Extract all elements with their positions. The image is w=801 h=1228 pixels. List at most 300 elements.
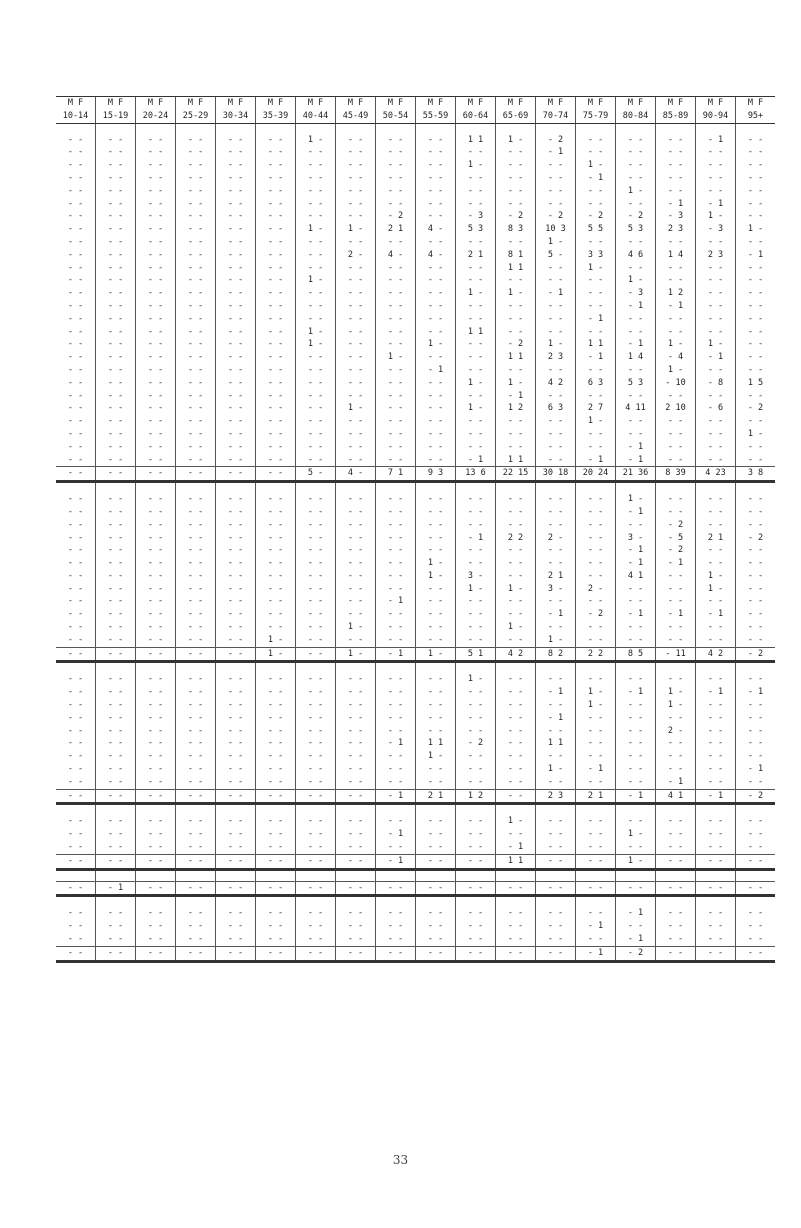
data-cell: - - <box>496 172 536 185</box>
data-cell: - 2 <box>736 402 776 415</box>
data-cell: - - <box>176 454 216 467</box>
spacer-cell <box>56 482 96 494</box>
data-cell: 1 - <box>456 377 496 390</box>
data-cell: - - <box>216 828 256 841</box>
data-cell: - - <box>376 712 416 725</box>
age-group-header: 85-89 <box>656 110 696 123</box>
data-cell: - - <box>216 493 256 506</box>
data-cell: - - <box>256 134 296 147</box>
data-cell: 1 1 <box>416 737 456 750</box>
data-cell: - - <box>136 249 176 262</box>
total-cell: 8 39 <box>656 467 696 482</box>
spacer-cell <box>576 123 616 134</box>
data-cell: - - <box>67 236 84 247</box>
data-cell: - - <box>696 506 736 519</box>
data-cell: - - <box>296 699 336 712</box>
data-cell: 1 - <box>576 415 616 428</box>
data-cell: - - <box>696 274 736 287</box>
data-cell: - - <box>216 725 256 738</box>
data-cell: - - <box>416 595 456 608</box>
data-cell: - - <box>256 621 296 634</box>
data-cell: 1 - <box>496 583 536 596</box>
data-cell: - - <box>176 326 216 339</box>
data-cell: - - <box>336 907 376 920</box>
data-cell: - - <box>256 725 296 738</box>
data-cell: - - <box>496 326 536 339</box>
data-cell: - - <box>256 737 296 750</box>
data-cell: - - <box>496 750 536 763</box>
total-cell: - - <box>256 854 296 869</box>
spacer-cell <box>736 482 776 494</box>
table-row <box>56 557 775 570</box>
data-cell: - - <box>656 570 696 583</box>
total-cell: - - <box>216 467 256 482</box>
data-cell: - - <box>416 686 456 699</box>
table-row <box>56 815 775 828</box>
data-cell: - - <box>416 776 456 789</box>
data-cell: - - <box>176 377 216 390</box>
data-cell: - - <box>376 544 416 557</box>
table-row <box>56 634 775 647</box>
data-cell: - - <box>376 236 416 249</box>
data-cell: - - <box>616 920 656 933</box>
age-group-header: 50-54 <box>376 110 416 123</box>
data-cell: - - <box>336 634 376 647</box>
data-cell: - - <box>416 441 456 454</box>
data-cell: - - <box>576 737 616 750</box>
data-cell: - - <box>67 738 84 749</box>
data-cell: - - <box>656 428 696 441</box>
table-row <box>56 134 775 147</box>
data-cell: - - <box>696 236 736 249</box>
data-cell: - - <box>376 364 416 377</box>
data-cell: - - <box>96 415 136 428</box>
spacer-cell <box>696 482 736 494</box>
data-cell: - - <box>216 544 256 557</box>
data-cell: - 10 <box>656 377 696 390</box>
data-cell: - - <box>696 172 736 185</box>
spacer-cell <box>336 662 376 674</box>
total-cell: - - <box>616 881 656 896</box>
table-row <box>56 750 775 763</box>
data-cell: 4 6 <box>616 249 656 262</box>
total-cell: - - <box>296 854 336 869</box>
spacer-cell <box>136 869 176 881</box>
data-cell: 1 - <box>256 634 296 647</box>
data-cell: - - <box>216 595 256 608</box>
data-cell: - - <box>296 249 336 262</box>
data-cell: - - <box>67 288 84 299</box>
data-cell: - - <box>136 364 176 377</box>
data-cell: - - <box>176 313 216 326</box>
data-cell: - - <box>96 377 136 390</box>
data-cell: - - <box>67 776 84 787</box>
spacer-cell <box>216 896 256 908</box>
data-cell: - - <box>136 274 176 287</box>
data-cell: - - <box>456 146 496 159</box>
data-cell: - - <box>96 185 136 198</box>
data-cell: - - <box>67 185 84 196</box>
data-cell: - - <box>176 441 216 454</box>
total-cell: - 1 <box>576 946 616 961</box>
data-cell: - - <box>256 454 296 467</box>
data-cell: 5 3 <box>616 223 656 236</box>
table-row <box>56 287 775 300</box>
data-cell: - - <box>376 287 416 300</box>
total-cell: - - <box>336 881 376 896</box>
table-row <box>56 377 775 390</box>
data-cell: - 2 <box>616 210 656 223</box>
data-cell: 5 3 <box>616 377 656 390</box>
table-row <box>56 364 775 377</box>
spacer-cell <box>656 869 696 881</box>
data-cell: - - <box>176 415 216 428</box>
data-cell: - - <box>736 493 776 506</box>
sex-header-cell: M F <box>536 97 576 110</box>
data-cell: - 1 <box>416 364 456 377</box>
data-cell: - 1 <box>616 907 656 920</box>
data-cell: - - <box>136 712 176 725</box>
data-cell: - - <box>696 725 736 738</box>
data-cell: - - <box>416 146 456 159</box>
data-cell: - 2 <box>536 210 576 223</box>
data-cell: - - <box>296 236 336 249</box>
total-cell: - - <box>176 467 216 482</box>
data-cell: - - <box>336 415 376 428</box>
total-cell: - - <box>296 881 336 896</box>
data-cell: - - <box>736 933 776 946</box>
data-cell: - - <box>376 441 416 454</box>
data-cell: - - <box>496 159 536 172</box>
data-cell: - - <box>67 160 84 171</box>
data-cell: - - <box>416 712 456 725</box>
sex-header-cell: M F <box>696 97 736 110</box>
data-cell: 1 - <box>496 815 536 828</box>
spacer-cell <box>296 869 336 881</box>
data-cell: 1 - <box>456 287 496 300</box>
table-row <box>56 907 775 920</box>
data-cell: - - <box>536 428 576 441</box>
data-cell: - - <box>296 621 336 634</box>
data-cell: - - <box>256 313 296 326</box>
data-cell: 2 1 <box>696 532 736 545</box>
table-row <box>56 828 775 841</box>
data-cell: - - <box>136 146 176 159</box>
data-cell: - - <box>67 829 84 840</box>
data-cell: - - <box>136 763 176 776</box>
data-cell: - - <box>376 172 416 185</box>
data-cell: - - <box>696 159 736 172</box>
data-cell: - - <box>67 300 84 311</box>
spacer-cell <box>256 869 296 881</box>
data-cell: - 1 <box>736 686 776 699</box>
total-cell: - 2 <box>736 647 776 662</box>
data-cell: - - <box>67 842 84 853</box>
spacer-cell <box>736 869 776 881</box>
data-cell: - - <box>96 210 136 223</box>
data-cell: - 3 <box>456 210 496 223</box>
spacer-cell <box>136 662 176 674</box>
data-cell: - - <box>96 428 136 441</box>
data-cell: - - <box>336 428 376 441</box>
data-cell: - - <box>456 725 496 738</box>
data-cell: - - <box>496 920 536 933</box>
total-cell: - - <box>536 946 576 961</box>
data-cell: - 2 <box>376 210 416 223</box>
data-cell: 1 4 <box>656 249 696 262</box>
data-cell: - - <box>456 198 496 211</box>
data-cell: - - <box>176 402 216 415</box>
data-cell: - 1 <box>736 763 776 776</box>
age-group-header: 90-94 <box>696 110 736 123</box>
data-cell: - - <box>256 570 296 583</box>
data-cell: 2 1 <box>536 570 576 583</box>
data-cell: - - <box>696 557 736 570</box>
data-cell: - - <box>656 262 696 275</box>
data-cell: - 1 <box>616 506 656 519</box>
data-cell: - - <box>536 454 576 467</box>
data-cell: - - <box>136 815 176 828</box>
data-cell: - - <box>256 198 296 211</box>
data-cell: - - <box>256 223 296 236</box>
section-spacer <box>56 896 775 908</box>
sex-header-cell: M F <box>656 97 696 110</box>
data-cell: - - <box>456 172 496 185</box>
data-cell: - 1 <box>696 351 736 364</box>
data-cell: - - <box>216 608 256 621</box>
data-cell: - - <box>456 841 496 854</box>
data-cell: - - <box>376 725 416 738</box>
spacer-cell <box>736 123 776 134</box>
data-cell: - - <box>696 428 736 441</box>
sex-header-row <box>56 97 775 110</box>
spacer-cell <box>456 662 496 674</box>
data-cell: 1 - <box>536 634 576 647</box>
data-cell: - - <box>656 236 696 249</box>
spacer-cell <box>296 662 336 674</box>
total-cell: 22 15 <box>496 467 536 482</box>
data-cell: - - <box>256 338 296 351</box>
data-cell: 1 - <box>456 583 496 596</box>
spacer-cell <box>616 896 656 908</box>
data-cell: - - <box>496 415 536 428</box>
data-cell: - - <box>376 146 416 159</box>
data-cell: - - <box>176 815 216 828</box>
total-cell: - - <box>696 946 736 961</box>
data-cell: - - <box>67 275 84 286</box>
data-cell: - - <box>656 712 696 725</box>
data-cell: - - <box>496 274 536 287</box>
data-cell: 1 1 <box>536 737 576 750</box>
data-cell: - - <box>96 454 136 467</box>
data-cell: - - <box>216 377 256 390</box>
table-row <box>56 326 775 339</box>
total-cell: - - <box>296 647 336 662</box>
data-cell: - - <box>736 262 776 275</box>
data-cell: - - <box>296 712 336 725</box>
data-cell: - - <box>136 841 176 854</box>
data-cell: - - <box>416 815 456 828</box>
data-cell: - - <box>216 763 256 776</box>
data-cell: - - <box>656 146 696 159</box>
data-cell: - - <box>96 570 136 583</box>
data-cell: - - <box>216 134 256 147</box>
data-cell: - - <box>376 557 416 570</box>
data-cell: - - <box>416 172 456 185</box>
data-cell: - - <box>416 763 456 776</box>
spacer-cell <box>136 123 176 134</box>
data-cell: - - <box>67 390 84 401</box>
data-cell: - - <box>136 725 176 738</box>
data-cell: - - <box>736 920 776 933</box>
total-cell: - - <box>176 881 216 896</box>
data-cell: - - <box>176 493 216 506</box>
data-cell: - - <box>376 634 416 647</box>
data-cell: - - <box>376 920 416 933</box>
spacer-cell <box>376 804 416 816</box>
data-cell: - - <box>96 634 136 647</box>
section-total-row <box>56 946 775 961</box>
table-row <box>56 493 775 506</box>
data-cell: - - <box>176 634 216 647</box>
data-cell: 1 1 <box>496 262 536 275</box>
data-cell: - - <box>536 907 576 920</box>
data-cell: - - <box>536 920 576 933</box>
data-cell: - - <box>256 172 296 185</box>
data-cell: - - <box>136 454 176 467</box>
data-cell: - - <box>696 313 736 326</box>
data-cell: - - <box>736 608 776 621</box>
data-cell: - - <box>736 185 776 198</box>
data-cell: - - <box>176 776 216 789</box>
data-cell: - - <box>656 441 696 454</box>
data-cell: - - <box>216 300 256 313</box>
data-cell: - - <box>376 933 416 946</box>
data-cell: - - <box>456 428 496 441</box>
data-cell: - - <box>416 274 456 287</box>
data-cell: 3 - <box>616 532 656 545</box>
data-cell: - - <box>616 313 656 326</box>
spacer-cell <box>576 804 616 816</box>
data-cell: 1 - <box>336 402 376 415</box>
data-cell: - - <box>96 300 136 313</box>
total-cell: - - <box>416 946 456 961</box>
total-cell: - 1 <box>96 881 136 896</box>
data-cell: 1 - <box>296 223 336 236</box>
table-row <box>56 544 775 557</box>
data-cell: 6 3 <box>576 377 616 390</box>
data-cell: - - <box>536 841 576 854</box>
total-cell: 1 - <box>336 647 376 662</box>
data-cell: - - <box>336 750 376 763</box>
data-cell: - - <box>96 506 136 519</box>
total-cell: 5 - <box>296 467 336 482</box>
data-cell: - - <box>376 815 416 828</box>
data-cell: - - <box>376 570 416 583</box>
data-cell: - - <box>456 634 496 647</box>
age-group-header: 55-59 <box>416 110 456 123</box>
data-cell: - - <box>96 933 136 946</box>
data-cell: - - <box>656 828 696 841</box>
data-cell: - - <box>456 699 496 712</box>
total-cell: - - <box>136 647 176 662</box>
data-cell: - 3 <box>696 223 736 236</box>
data-cell: 1 1 <box>496 351 536 364</box>
data-cell: 1 - <box>416 750 456 763</box>
data-cell: - - <box>656 750 696 763</box>
data-cell: - - <box>176 673 216 686</box>
data-cell: - - <box>416 210 456 223</box>
data-cell: - - <box>576 776 616 789</box>
data-cell: - - <box>216 402 256 415</box>
data-cell: - - <box>376 750 416 763</box>
data-cell: - - <box>736 750 776 763</box>
spacer-cell <box>456 123 496 134</box>
data-cell: - - <box>616 198 656 211</box>
data-cell: - - <box>96 699 136 712</box>
data-cell: - - <box>696 712 736 725</box>
data-cell: - - <box>536 595 576 608</box>
age-group-header: 70-74 <box>536 110 576 123</box>
sex-header-cell: M F <box>456 97 496 110</box>
data-cell: - - <box>576 519 616 532</box>
spacer-cell <box>736 896 776 908</box>
table-row <box>56 351 775 364</box>
data-cell: - - <box>296 828 336 841</box>
table-row <box>56 776 775 789</box>
data-cell: - - <box>96 313 136 326</box>
data-cell: - - <box>696 326 736 339</box>
data-cell: - - <box>176 274 216 287</box>
total-cell: 2 1 <box>416 789 456 804</box>
total-cell: 2 3 <box>536 789 576 804</box>
data-cell: - 1 <box>656 608 696 621</box>
data-cell: - - <box>736 313 776 326</box>
data-cell: - - <box>216 532 256 545</box>
data-cell: 1 - <box>416 570 456 583</box>
total-cell: 1 1 <box>496 854 536 869</box>
data-cell: 1 - <box>456 402 496 415</box>
data-cell: - - <box>336 198 376 211</box>
data-cell: - - <box>336 725 376 738</box>
data-cell: - - <box>656 673 696 686</box>
total-cell: - - <box>536 881 576 896</box>
data-cell: - - <box>456 390 496 403</box>
total-cell: 21 36 <box>616 467 656 482</box>
data-cell: - - <box>536 198 576 211</box>
spacer-cell <box>56 123 96 134</box>
spacer-cell <box>296 896 336 908</box>
data-cell: - - <box>656 920 696 933</box>
total-cell: - - <box>176 789 216 804</box>
data-cell: - - <box>416 287 456 300</box>
data-cell: - - <box>336 544 376 557</box>
data-cell: - - <box>256 763 296 776</box>
data-cell: - - <box>456 313 496 326</box>
data-cell: - 1 <box>536 146 576 159</box>
data-cell: - - <box>136 519 176 532</box>
data-cell: - - <box>296 557 336 570</box>
data-cell: 1 - <box>576 159 616 172</box>
data-cell: - 1 <box>536 608 576 621</box>
data-cell: - - <box>67 339 84 350</box>
table-row <box>56 274 775 287</box>
data-cell: - - <box>536 493 576 506</box>
data-cell: - - <box>136 532 176 545</box>
data-cell: - - <box>376 402 416 415</box>
data-cell: - - <box>216 172 256 185</box>
data-cell: - - <box>136 907 176 920</box>
